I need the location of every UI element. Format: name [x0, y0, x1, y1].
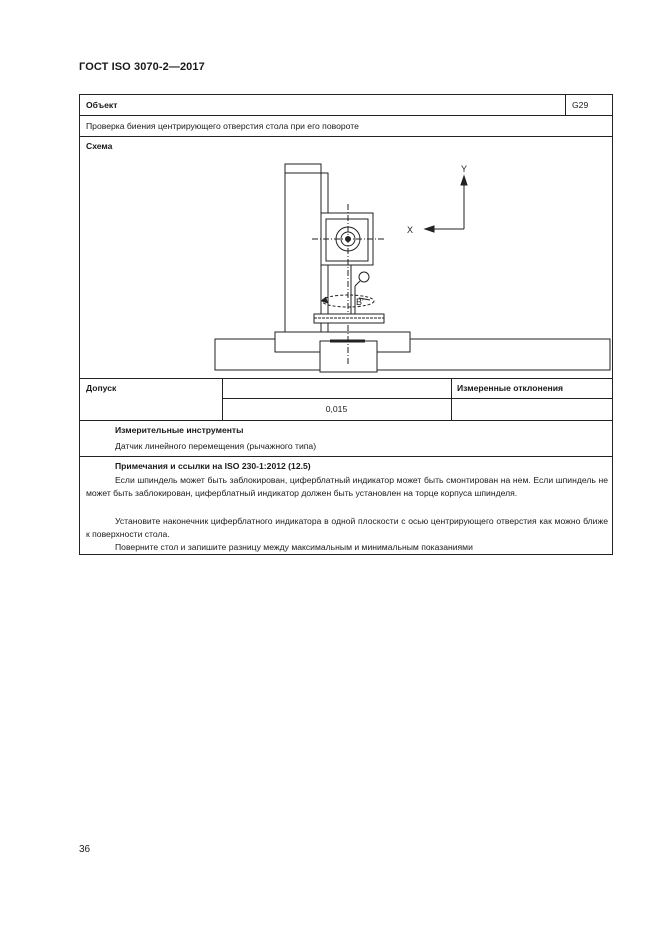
tolerance-divider	[451, 378, 452, 420]
tolerance-value: 0,015	[325, 404, 348, 414]
scheme-diagram	[80, 136, 612, 381]
table-center-block	[320, 341, 377, 372]
measured-deviations-header: Измеренные отклонения	[457, 383, 563, 393]
test-specification-table	[79, 94, 613, 555]
object-label: Объект	[86, 100, 118, 110]
rotation-axis-label: B'	[356, 297, 364, 307]
instruments-label: Измерительные инструменты	[115, 425, 244, 435]
machine-column	[285, 164, 321, 332]
scheme-label: Схема	[86, 141, 113, 151]
tolerance-label: Допуск	[86, 383, 117, 393]
row-divider	[80, 456, 612, 457]
document-header-title: ГОСТ ISO 3070-2—2017	[79, 61, 205, 73]
notes-paragraph-3: Поверните стол и запишите разницу между максимальным и минимальным показаниями	[115, 542, 473, 552]
notes-label: Примечания и ссылки на ISO 230-1:2012 (12.5)	[115, 461, 311, 471]
instruments-text: Датчик линейного перемещения (рычажного типа)	[115, 441, 317, 451]
machine-bed	[215, 339, 610, 370]
object-code: G29	[572, 100, 589, 110]
notes-paragraph-2: Установите наконечник циферблатного индикатора в одной плоскости с осью центрирующего отверстия как можно ближе к поверхности стола.	[86, 516, 608, 539]
axis-x-label: X	[407, 225, 414, 235]
dial-indicator	[359, 272, 369, 282]
tolerance-subdivider	[222, 398, 612, 399]
axis-y-label: Y	[461, 164, 468, 174]
row-divider	[80, 420, 612, 421]
object-description: Проверка биения центрирующего отверстия стола при его повороте	[86, 121, 359, 131]
row-divider	[80, 115, 612, 116]
page-number: 36	[79, 844, 91, 855]
notes-paragraph-1: Если шпиндель может быть заблокирован, циферблатный индикатор может быть смонтирован на нем. Если шпиндель не может быть заблокирован, циферблатный индикатор должен быть установлен на торце корпуса шпинделя.	[86, 475, 608, 498]
object-code-divider	[565, 95, 566, 115]
row-divider	[80, 378, 612, 379]
